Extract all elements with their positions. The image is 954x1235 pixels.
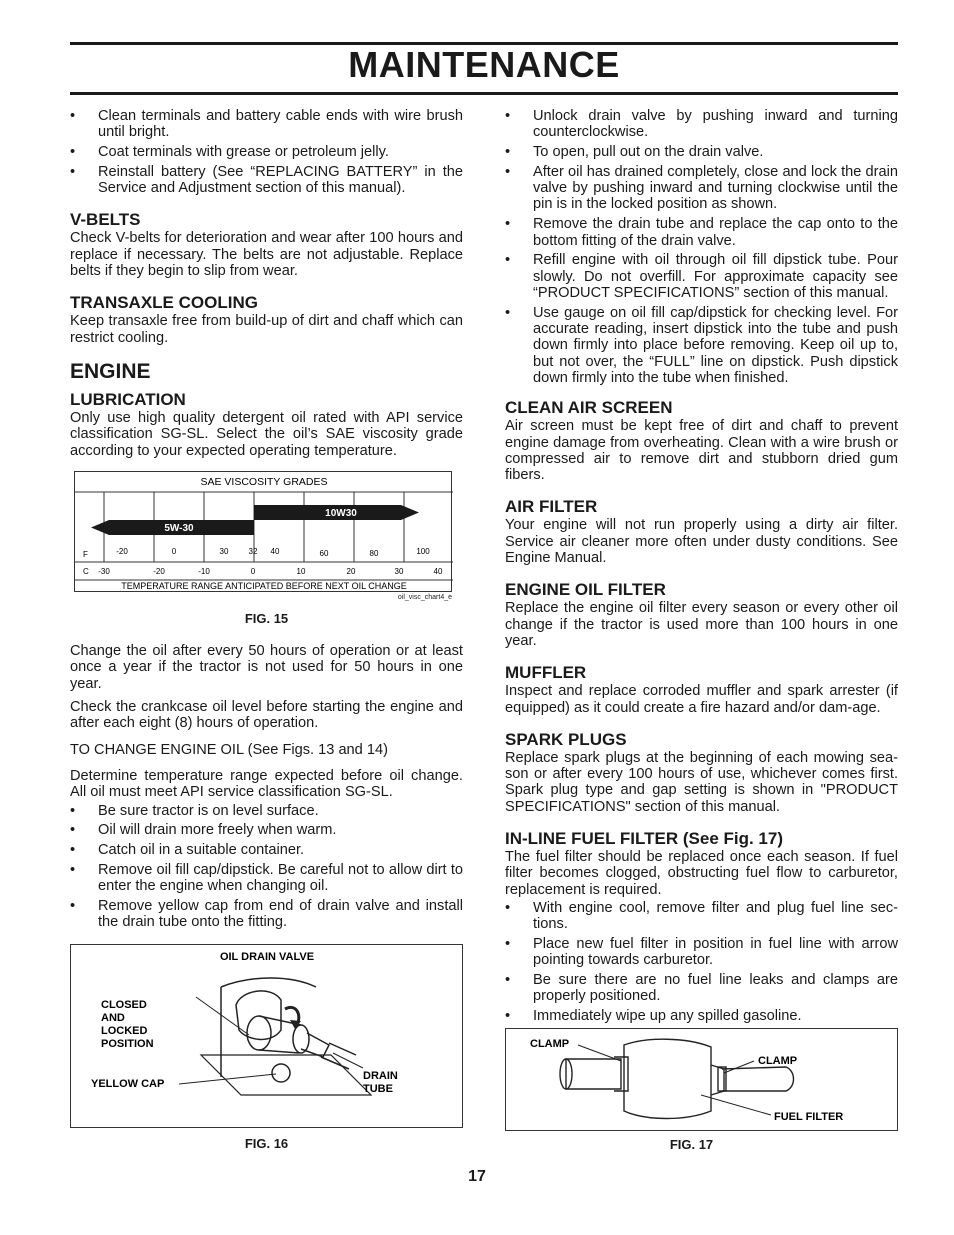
- drain-tube-label-line: TUBE: [363, 1082, 393, 1095]
- battery-bullets: [70, 108, 463, 196]
- list-item: • Be sure tractor is on level surface.: [70, 803, 463, 819]
- list-item: • To open, pull out on the drain valve.: [505, 144, 898, 160]
- f-tick: 32: [248, 546, 258, 556]
- list-item: • Catch oil in a suitable container.: [70, 842, 463, 858]
- air-screen-heading: CLEAN AIR SCREEN: [505, 398, 673, 418]
- spark-plugs-text: Replace spark plugs at the beginning of each mowing sea-son or after every 100 hours of use, whichever comes first. Spark plug type and gap setting is shown in "PRODUCT SPECIFICATIONS" section of this manual.: [505, 749, 898, 815]
- grade-5w30-label: 5W-30: [164, 522, 194, 534]
- chart-code: oil_visc_chart4_e: [397, 593, 452, 601]
- list-item: • Refill engine with oil through oil fill dipstick tube. Pour slowly. Do not overfill. For approximate capacity see “PRODUCT SPECIFICATIONS” section of this manual.: [505, 252, 898, 301]
- page-title: MAINTENANCE: [348, 44, 620, 85]
- determine-paragraph: Determine temperature range expected before oil change. All oil must meet API service classification SG-SL.: [70, 767, 463, 801]
- c-tick: -20: [153, 566, 165, 576]
- lubrication-heading: LUBRICATION: [70, 389, 186, 409]
- f-tick: 60: [319, 548, 329, 558]
- air-filter-text: Your engine will not run properly using a dirty air filter. Service air cleaner more often under dusty conditions. See Engine Manual.: [505, 517, 898, 567]
- fuel-filter-bullets: [505, 900, 898, 1025]
- list-item: • After oil has drained completely, close and lock the drain valve by pushing inward and turning clockwise until the pin is in the locked position as shown.: [505, 164, 898, 213]
- yellow-cap-label: YELLOW CAP: [91, 1077, 165, 1090]
- fuel-filter-text: The fuel filter should be replaced once each season. If fuel filter becomes clogged, obstructing fuel flow to carburetor, replacement is required.: [505, 849, 898, 898]
- page-number: 17: [468, 1168, 486, 1185]
- list-item: • Unlock drain valve by pushing inward and turning counterclockwise.: [505, 108, 898, 141]
- f-tick: 30: [219, 546, 229, 556]
- closed-label-line: CLOSED: [101, 998, 147, 1011]
- to-change-heading: TO CHANGE ENGINE OIL (See Figs. 13 and 14): [70, 741, 388, 758]
- air-screen-text: Air screen must be kept free of dirt and chaff to prevent engine damage from overheating. Clean with a wire brush or compressed air to remove dirt and stubborn dried gum fibers.: [505, 418, 898, 484]
- list-item: • Be sure there are no fuel line leaks and clamps are properly positioned.: [505, 972, 898, 1005]
- list-item: • Remove the drain tube and replace the cap onto to the bottom fitting of the drain valve.: [505, 216, 898, 249]
- f-tick: 40: [270, 546, 280, 556]
- left-column: [70, 108, 463, 1152]
- c-tick: 0: [250, 566, 256, 576]
- right-column: [505, 108, 898, 1153]
- muffler-text: Inspect and replace corroded muffler and spark arrester (if equipped) as it could create a fire hazard and/or dam-age.: [505, 683, 898, 716]
- oil-filter-text: Replace the engine oil filter every season or every other oil change if the tractor is used more than 100 hours in one year.: [505, 600, 898, 649]
- oil-change-bullets: [70, 803, 463, 931]
- f-tick: 100: [416, 546, 430, 556]
- c-tick: 30: [394, 566, 404, 576]
- list-item: • Clean terminals and battery cable ends with wire brush until bright.: [70, 108, 463, 141]
- clamp-right-label: CLAMP: [758, 1054, 798, 1067]
- fig17-caption: FIG. 17: [669, 1136, 714, 1152]
- list-item: • Coat terminals with grease or petroleum jelly.: [70, 144, 463, 160]
- fuel-filter-label: FUEL FILTER: [774, 1110, 844, 1123]
- fig16-title: OIL DRAIN VALVE: [219, 950, 315, 963]
- list-item: • Reinstall battery (See “REPLACING BATTERY” in the Service and Adjustment section of this manual).: [70, 164, 463, 197]
- vbelts-heading: V-BELTS: [70, 210, 141, 230]
- fuel-filter-heading: IN-LINE FUEL FILTER (See Fig. 17): [505, 829, 784, 848]
- fig15-caption: FIG. 15: [244, 610, 289, 626]
- celsius-label: C: [83, 566, 89, 576]
- fig17-fuel-filter-figure: [505, 1028, 898, 1131]
- list-item: • Remove oil fill cap/dipstick. Be careful not to allow dirt to enter the engine when changing oil.: [70, 862, 463, 895]
- oil-filter-heading: ENGINE OIL FILTER: [505, 580, 666, 600]
- closed-label-line: AND: [101, 1011, 125, 1024]
- chart-title: SAE VISCOSITY GRADES: [200, 475, 328, 488]
- drain-tube-label-line: DRAIN: [363, 1069, 398, 1082]
- engine-heading: ENGINE: [70, 359, 151, 383]
- closed-label-line: LOCKED: [101, 1024, 148, 1037]
- f-tick: 0: [171, 546, 177, 556]
- vbelts-text: Check V-belts for deterioration and wear after 100 hours and replace if necessary. The belts are not adjustable. Replace belts if they begin to slip from wear.: [70, 230, 463, 280]
- air-filter-heading: AIR FILTER: [505, 497, 598, 517]
- c-tick: 10: [296, 566, 306, 576]
- header-rule-bottom: [70, 92, 898, 95]
- list-item: • With engine cool, remove filter and plug fuel line sec-tions.: [505, 900, 898, 933]
- viscosity-chart: [74, 471, 452, 592]
- list-item: • Remove yellow cap from end of drain valve and install the drain tube onto the fitting.: [70, 898, 463, 931]
- check-crankcase-paragraph: Check the crankcase oil level before starting the engine and after each eight (8) hours of operation.: [70, 699, 463, 732]
- grade-10w30-label: 10W30: [325, 507, 357, 519]
- fig16-drain-valve-figure: [70, 944, 463, 1128]
- spark-plugs-heading: SPARK PLUGS: [505, 729, 627, 749]
- chart-footer: TEMPERATURE RANGE ANTICIPATED BEFORE NEXT OIL CHANGE: [121, 580, 407, 591]
- lubrication-text: Only use high quality detergent oil rated with API service classification SG-SL. Select the oil’s SAE viscosity grade according to your expected operating temperature.: [70, 409, 463, 459]
- fahrenheit-label: F: [83, 549, 88, 559]
- c-tick: 20: [346, 566, 356, 576]
- drain-valve-illustration: [71, 945, 464, 1129]
- viscosity-chart-graphic: [75, 472, 453, 593]
- c-tick: 40: [433, 566, 443, 576]
- list-item: • Use gauge on oil fill cap/dipstick for checking level. For accurate reading, insert dipstick into the tube and push down firmly into place before removing. Keep oil up to, but not over, the “FULL” line on dipstick. Push dipstick down firmly into the tube when finished.: [505, 305, 898, 386]
- muffler-heading: MUFFLER: [505, 663, 587, 683]
- list-item: • Place new fuel filter in position in fuel line with arrow pointing towards carburetor.: [505, 936, 898, 969]
- f-tick: 80: [369, 548, 379, 558]
- fig16-caption: FIG. 16: [244, 1135, 289, 1151]
- transaxle-text: Keep transaxle free from build-up of dirt and chaff which can restrict cooling.: [70, 313, 463, 346]
- drain-valve-bullets: [505, 108, 898, 386]
- clamp-left-label: CLAMP: [530, 1037, 570, 1050]
- closed-label-line: POSITION: [101, 1037, 154, 1050]
- list-item: • Oil will drain more freely when warm.: [70, 822, 463, 838]
- fuel-filter-illustration: [506, 1029, 899, 1132]
- c-tick: -30: [98, 566, 110, 576]
- f-tick: -20: [116, 546, 128, 556]
- transaxle-heading: TRANSAXLE COOLING: [70, 293, 258, 313]
- list-item: • Immediately wipe up any spilled gasoline.: [505, 1008, 898, 1024]
- change-oil-paragraph: Change the oil after every 50 hours of operation or at least once a year if the tractor is not used for 50 hours in one year.: [70, 643, 463, 692]
- c-tick: -10: [198, 566, 210, 576]
